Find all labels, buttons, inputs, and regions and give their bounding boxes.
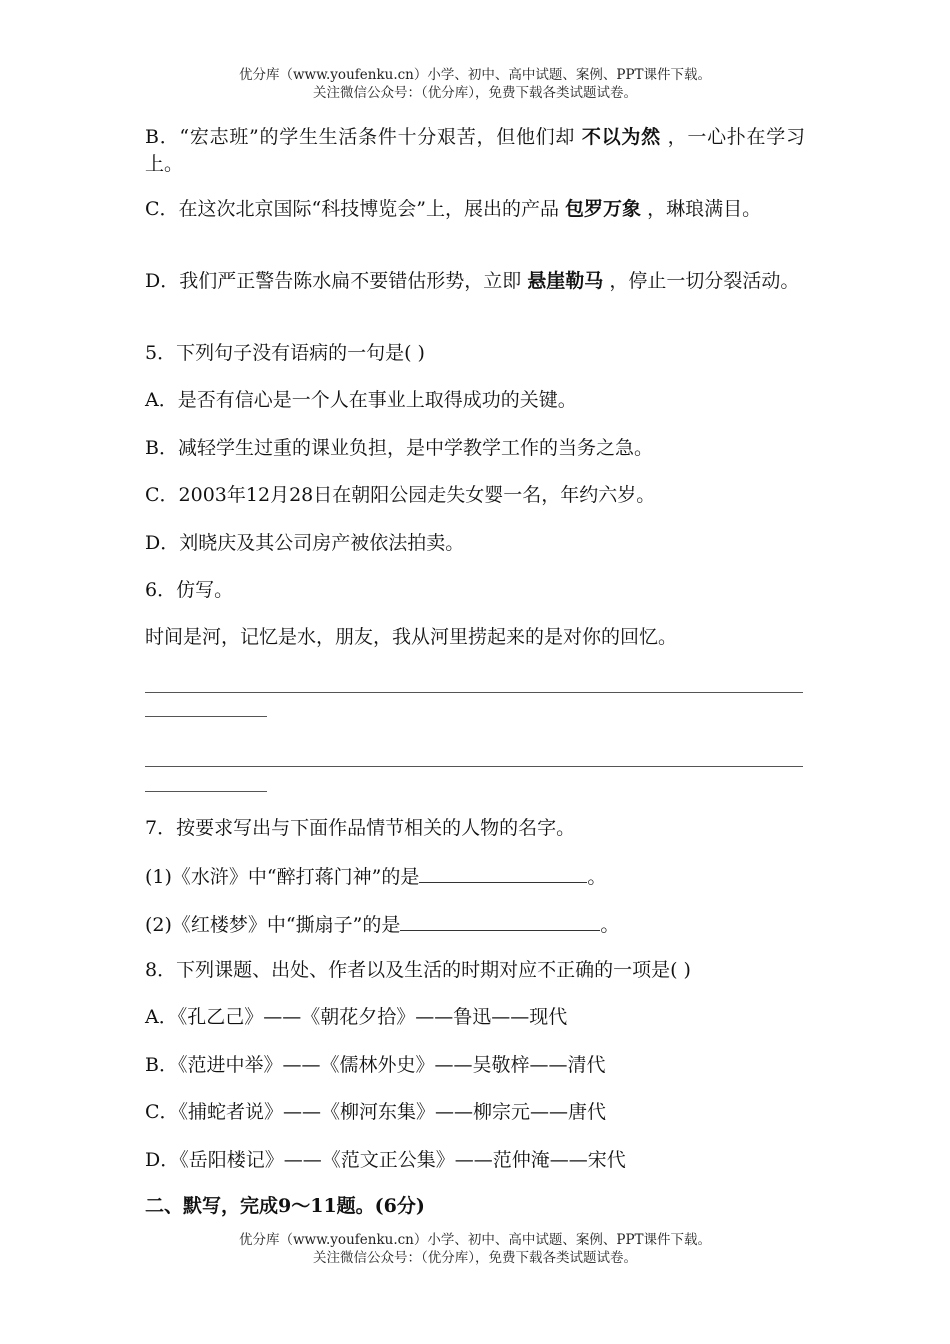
q5-option-d: D．刘晓庆及其公司房产被依法拍卖。: [145, 532, 465, 554]
page-footer: [0, 1231, 950, 1267]
q8-option-c: C．《捕蛇者说》——《柳河东集》——柳宗元——唐代: [145, 1101, 607, 1123]
footer-line-1: 优分库（www.youfenku.cn）小学、初中、高中试题、案例、PPT课件下载。: [238, 1232, 712, 1248]
q6-answer-line-2[interactable]: [145, 766, 803, 767]
q6-stem: 6．仿写。: [145, 579, 234, 601]
q7-item-1-blank[interactable]: [419, 862, 587, 883]
q4-c-idiom: 包罗万象: [565, 198, 642, 220]
q4-b-text-end: ，一心扑在学习上。: [145, 126, 805, 175]
q6-answer-line-1-end[interactable]: [145, 716, 267, 717]
q4-option-d: [145, 268, 805, 295]
page-header: [0, 66, 950, 102]
q6-example: 时间是河，记忆是水，朋友，我从河里捞起来的是对你的回忆。: [145, 626, 678, 648]
q4-d-text-end: ，停止一切分裂活动。: [609, 270, 800, 292]
q4-b-text: B．“宏志班”的学生生活条件十分艰苦，但他们却: [145, 126, 576, 148]
q7-item-2-blank[interactable]: [400, 910, 600, 931]
q5-option-c: C．2003年12月28日在朝阳公园走失女婴一名，年约六岁。: [145, 484, 656, 506]
header-line-2: 关注微信公众号：（优分库），免费下载各类试题试卷。: [313, 85, 637, 101]
q4-b-idiom: 不以为然: [581, 126, 661, 148]
q4-c-text-end: ，琳琅满目。: [647, 198, 762, 220]
q8-stem: 8．下列课题、出处、作者以及生活的时期对应不正确的一项是( ): [145, 959, 691, 981]
q7-stem: 7．按要求写出与下面作品情节相关的人物的名字。: [145, 817, 576, 839]
q7-item-2-text: (2)《红楼梦》中“撕扇子”的是: [145, 914, 401, 936]
footer-line-2: 关注微信公众号：（优分库），免费下载各类试题试卷。: [313, 1250, 637, 1266]
q7-item-1-text: (1)《水浒》中“醉打蒋门神”的是: [145, 866, 420, 888]
q4-option-b: [145, 124, 805, 178]
q6-answer-line-1[interactable]: [145, 692, 803, 693]
q5-option-a: A．是否有信心是一个人在事业上取得成功的关键。: [145, 389, 577, 411]
q8-option-b: B．《范进中举》——《儒林外史》——吴敬梓——清代: [145, 1054, 606, 1076]
q8-option-d: D．《岳阳楼记》——《范文正公集》——范仲淹——宋代: [145, 1149, 626, 1171]
q7-item-1: [145, 862, 805, 891]
q8-option-a: A．《孔乙己》——《朝花夕拾》——鲁迅——现代: [145, 1006, 568, 1028]
q7-item-1-period: 。: [587, 866, 607, 888]
header-line-1: 优分库（www.youfenku.cn）小学、初中、高中试题、案例、PPT课件下载。: [238, 67, 712, 83]
q4-option-c: [145, 196, 805, 223]
section-2-heading: 二、默写，完成9～11题。(6分): [145, 1195, 425, 1217]
q4-d-text: D．我们严正警告陈水扁不要错估形势，立即: [145, 270, 522, 292]
q4-d-idiom: 悬崖勒马: [527, 270, 604, 292]
q4-c-text: C．在这次北京国际“科技博览会”上，展出的产品: [145, 198, 559, 220]
q7-item-2-period: 。: [600, 914, 620, 936]
q7-item-2: [145, 910, 805, 939]
q6-answer-line-2-end[interactable]: [145, 791, 267, 792]
q5-stem: 5．下列句子没有语病的一句是( ): [145, 342, 425, 364]
q5-option-b: B．减轻学生过重的课业负担，是中学教学工作的当务之急。: [145, 437, 653, 459]
